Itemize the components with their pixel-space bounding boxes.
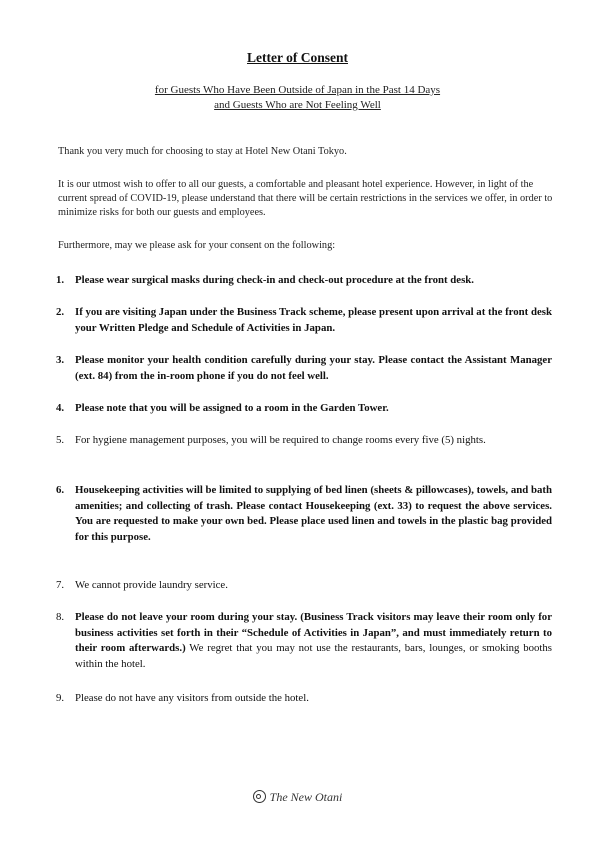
subtitle-line-2: and Guests Who are Not Feeling Well [214,99,381,111]
list-item [56,353,552,384]
item-number: 1. [56,274,65,286]
item-text: We cannot provide laundry service. [75,579,228,591]
item-number: 9. [56,692,65,704]
list-item [56,433,552,449]
item-number: 4. [56,402,65,414]
item-text: Please wear surgical masks during check-in and check-out procedure at the front desk. [75,274,474,286]
item-plain-text: We regret that you may not use the restaurants, bars, lounges, or smoking booths within the hotel. [75,642,552,670]
item-number: 8. [56,611,65,623]
intro-wish-paragraph: It is our utmost wish to offer to all our guests, a comfortable and pleasant hotel experience. However, in light of the current spread of COVID-19, please understand that there will be certain restrictions in the services we offer, in order to minimize risks for both our guests and employees. [58,179,553,218]
list-item [56,401,552,417]
item-bold-text: Please do not leave your room during your stay. (Business Track visitors may leave their room only for business activities set forth in their “Schedule of Activities in Japan”, and must immediately return to their room afterwards.) [75,611,552,654]
item-text: Please monitor your health condition carefully during your stay. Please contact the Assistant Manager (ext. 84) from the in-room phone if you do not feel well. [75,354,552,382]
item-text: Housekeeping activities will be limited to supplying of bed linen (sheets & pillowcases), towels, and bath amenities; and collecting of trash. Please contact Housekeeping (ext. 33) to request the above services. You are requested to make your own bed. Please place used linen and towels in the plastic bag provided for this purpose. [75,484,552,543]
logo-text: The New Otani [269,790,343,804]
item-text: If you are visiting Japan under the Business Track scheme, please present upon arrival at the front desk your Written Pledge and Schedule of Activities in Japan. [75,306,552,334]
item-number: 3. [56,354,65,366]
intro-thanks-paragraph: Thank you very much for choosing to stay at Hotel New Otani Tokyo. [58,146,347,157]
list-item [56,273,552,289]
hotel-logo [0,790,595,805]
item-text: For hygiene management purposes, you will be required to change rooms every five (5) nights. [75,434,486,446]
item-text [75,610,552,672]
logo-emblem-icon [253,790,266,803]
item-number: 6. [56,484,65,496]
item-number: 7. [56,579,65,591]
item-number: 5. [56,434,65,446]
item-number: 2. [56,306,65,318]
list-item [56,691,552,707]
list-item [56,610,552,672]
intro-consent-paragraph: Furthermore, may we please ask for your consent on the following: [58,240,336,251]
item-text: Please do not have any visitors from outside the hotel. [75,692,309,704]
letter-title: Letter of Consent [247,50,348,65]
list-item [56,483,552,545]
list-item [56,305,552,336]
item-text: Please note that you will be assigned to a room in the Garden Tower. [75,402,389,414]
subtitle-line-1: for Guests Who Have Been Outside of Japan in the Past 14 Days [154,84,441,96]
list-item [56,578,552,594]
